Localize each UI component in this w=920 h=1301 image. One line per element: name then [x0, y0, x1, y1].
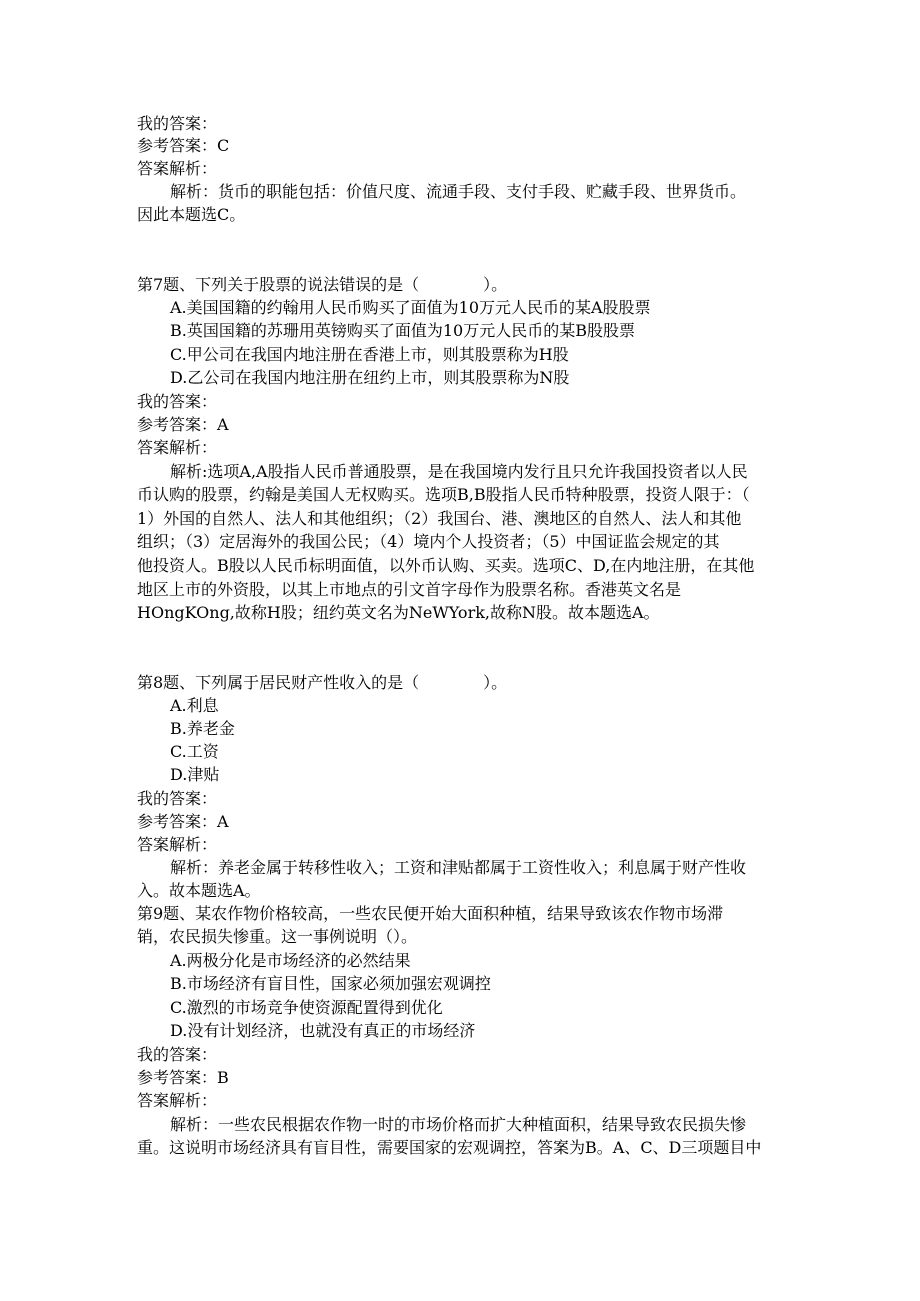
- q7-question: 第7题、下列关于股票的说法错误的是（ ）。: [137, 275, 508, 294]
- q6-reference-answer: 参考答案：C: [137, 136, 230, 155]
- q8-analysis-line: 解析：养老金属于转移性收入；工资和津贴都属于工资性收入；利息属于财产性收: [170, 858, 747, 877]
- q8-option-d: D.津贴: [170, 765, 220, 784]
- q7-analysis-line: 地区上市的外资股，以其上市地点的引文首字母作为股票名称。香港英文名是: [137, 580, 682, 599]
- q7-my-answer: 我的答案：: [137, 392, 218, 411]
- q8-question: 第8题、下列属于居民财产性收入的是（ ）。: [137, 673, 508, 692]
- q8-reference-answer: 参考答案：A: [137, 812, 229, 831]
- q8-option-a: A.利息: [170, 696, 219, 715]
- q6-analysis-line: 解析：货币的职能包括：价值尺度、流通手段、支付手段、贮藏手段、世界货币。: [170, 182, 747, 201]
- q8-option-b: B.养老金: [170, 719, 235, 738]
- q7-analysis-line: 组织；（3）定居海外的我国公民；（4）境内个人投资者；（5）中国证监会规定的其: [137, 532, 720, 551]
- q9-analysis-line: 解析：一些农民根据农作物一时的市场价格而扩大种植面积，结果导致农民损失惨: [170, 1115, 747, 1134]
- q6-analysis-label: 答案解析：: [137, 159, 218, 178]
- q7-option-d: D.乙公司在我国内地注册在纽约上市，则其股票称为N股: [170, 368, 570, 387]
- q7-option-b: B.英国国籍的苏珊用英镑购买了面值为10万元人民币的某B股股票: [170, 321, 635, 340]
- q9-option-c: C.激烈的市场竞争使资源配置得到优化: [170, 998, 443, 1017]
- q7-analysis-line: HOngKOng,故称H股；纽约英文名为NeWYork,故称N股。故本题选A。: [137, 603, 660, 622]
- q9-option-d: D.没有计划经济，也就没有真正的市场经济: [170, 1021, 476, 1040]
- q9-option-a: A.两极分化是市场经济的必然结果: [170, 951, 411, 970]
- q7-analysis-line: 解析:选项A,A股指人民币普通股票，是在我国境内发行且只允许我国投资者以人民: [170, 462, 748, 481]
- q9-reference-answer: 参考答案：B: [137, 1068, 229, 1087]
- q8-my-answer: 我的答案：: [137, 789, 218, 808]
- q7-option-c: C.甲公司在我国内地注册在香港上市，则其股票称为H股: [170, 345, 569, 364]
- q6-analysis-line: 因此本题选C。: [137, 205, 246, 224]
- q9-my-answer: 我的答案：: [137, 1045, 218, 1064]
- q8-option-c: C.工资: [170, 742, 219, 761]
- q7-option-a: A.美国国籍的约翰用人民币购买了面值为10万元人民币的某A股股票: [170, 298, 651, 317]
- q7-analysis-line: 币认购的股票，约翰是美国人无权购买。选项B,B股指人民币特种股票，投资人限于：（: [137, 485, 750, 504]
- q9-analysis-label: 答案解析：: [137, 1091, 218, 1110]
- q8-analysis-line: 入。故本题选A。: [137, 881, 261, 900]
- q9-question-line: 第9题、某农作物价格较高，一些农民便开始大面积种植，结果导致该农作物市场滞: [137, 904, 724, 923]
- q9-option-b: B.市场经济有盲目性，国家必须加强宏观调控: [170, 974, 491, 993]
- q7-reference-answer: 参考答案：A: [137, 415, 229, 434]
- q8-analysis-label: 答案解析：: [137, 835, 218, 854]
- q7-analysis-line: 他投资人。B股以人民币标明面值，以外币认购、买卖。选项C、D,在内地注册，在其他: [137, 556, 755, 575]
- q9-analysis-line: 重。这说明市场经济具有盲目性，需要国家的宏观调控，答案为B。A、C、D三项题目中: [137, 1138, 762, 1157]
- q7-analysis-label: 答案解析：: [137, 438, 218, 457]
- q7-analysis-line: 1）外国的自然人、法人和其他组织；（2）我国台、港、澳地区的自然人、法人和其他: [137, 509, 742, 528]
- q9-question-line: 销，农民损失惨重。这一事例说明（）。: [137, 927, 418, 946]
- q6-my-answer: 我的答案：: [137, 114, 218, 133]
